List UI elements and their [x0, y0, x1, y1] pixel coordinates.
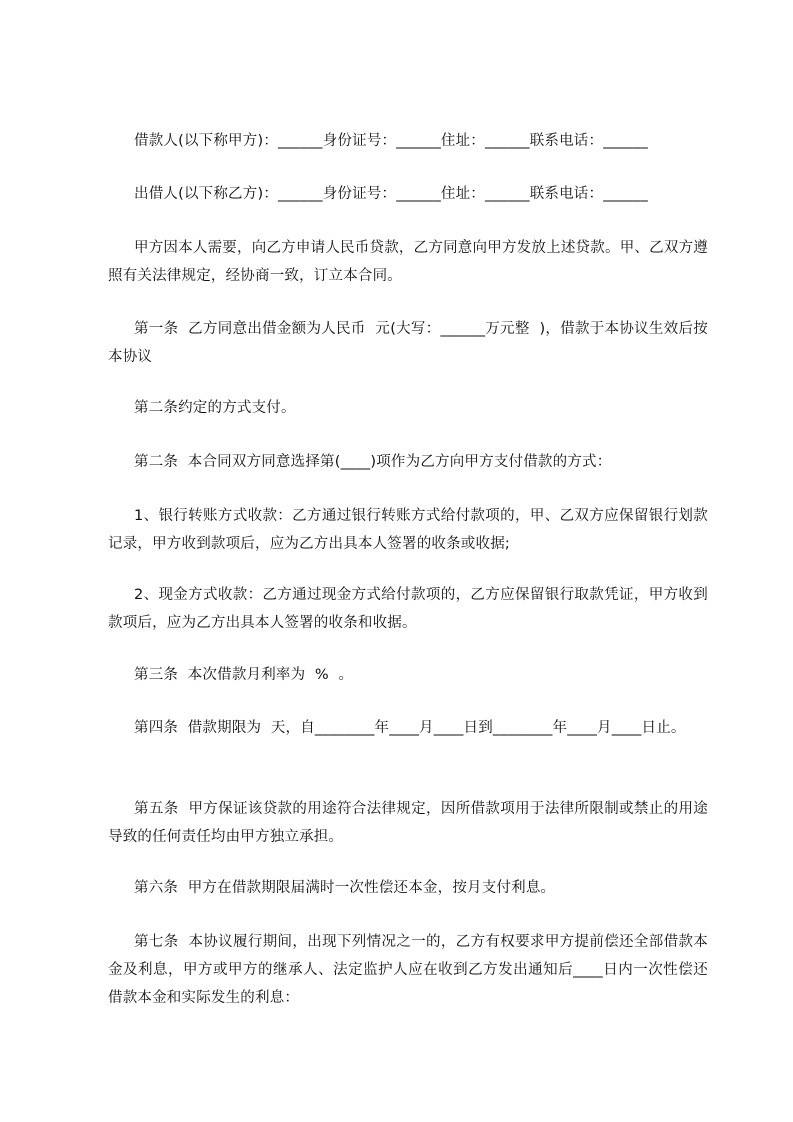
borrower-info-line: 借款人(以下称甲方)：______身份证号：______住址：______联系电话：______: [134, 133, 648, 149]
article-1-paragraph: 第一条 乙方同意出借金额为人民币 元(大写：______万元整 )，借款于本协议生效后按本协议: [108, 321, 708, 365]
article-6-paragraph: 第六条 甲方在借款期限届满时一次性偿还本金，按月支付利息。: [134, 880, 556, 896]
article-1-continuation: 第二条约定的方式支付。: [134, 400, 296, 416]
article-4-paragraph: 第四条 借款期限为 天，自________年____月____日到________年____月____日止。: [134, 720, 686, 736]
payment-method-bank-transfer: 1、银行转账方式收款：乙方通过银行转账方式给付款项的，甲、乙双方应保留银行划款记录，甲方收到款项后，应为乙方出具本人签署的收条或收据;: [108, 508, 708, 552]
preamble-paragraph: 甲方因本人需要，向乙方申请人民币贷款，乙方同意向甲方发放上述贷款。甲、乙双方遵照有关法律规定，经协商一致，订立本合同。: [108, 240, 708, 284]
article-2-paragraph: 第二条 本合同双方同意选择第(____)项作为乙方向甲方支付借款的方式：: [134, 454, 612, 470]
payment-method-cash: 2、现金方式收款：乙方通过现金方式给付款项的，乙方应保留银行取款凭证，甲方收到款项后，应为乙方出具本人签署的收条和收据。: [108, 587, 708, 631]
article-3-paragraph: 第三条 本次借款月利率为 % 。: [134, 667, 354, 683]
article-7-paragraph: 第七条 本协议履行期间，出现下列情况之一的，乙方有权要求甲方提前偿还全部借款本金及利息，甲方或甲方的继承人、法定监护人应在收到乙方发出通知后____日内一次性偿还借款本金和实际发生的利息：: [108, 934, 708, 1006]
lender-info-line: 出借人(以下称乙方)：______身份证号：______住址：______联系电话：______: [134, 186, 648, 202]
article-5-paragraph: 第五条 甲方保证该贷款的用途符合法律规定，因所借款项用于法律所限制或禁止的用途导致的任何责任均由甲方独立承担。: [108, 801, 708, 845]
